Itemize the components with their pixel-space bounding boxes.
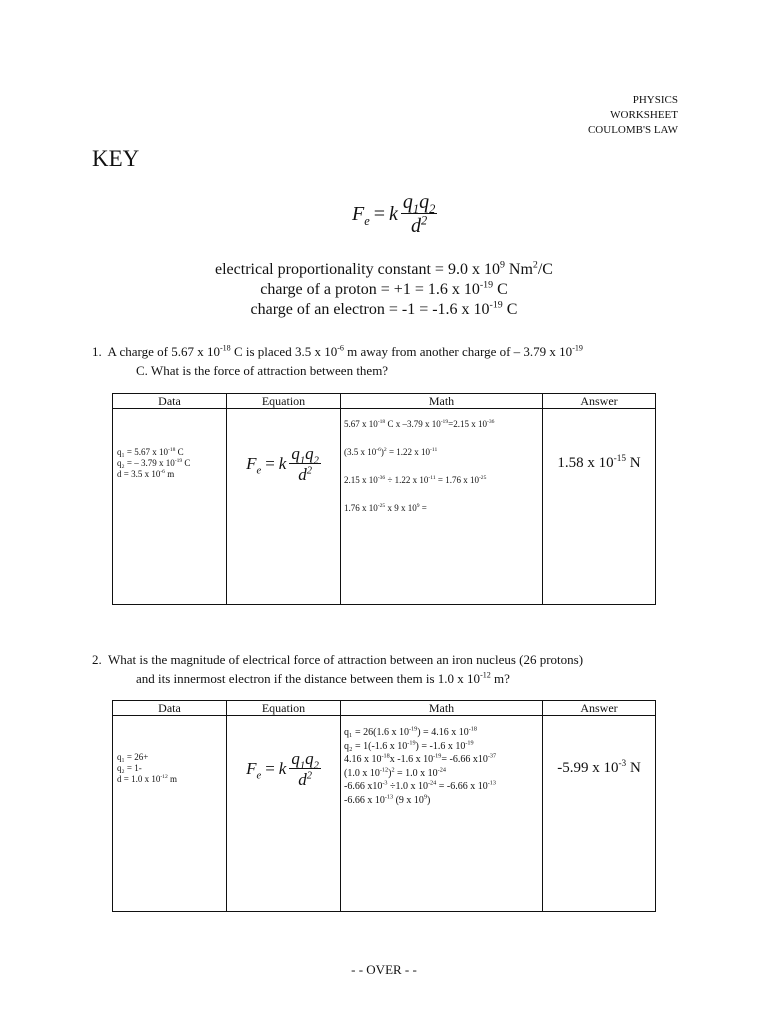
data-cell — [113, 409, 227, 605]
formula-equals: = — [373, 202, 385, 225]
coulomb-formula — [352, 192, 437, 236]
table-header-equation: Equation — [227, 394, 341, 409]
page-footer: - - OVER - - — [351, 962, 417, 977]
answer-value: 1.58 x $10^{-15}$ N — [557, 454, 641, 471]
data-distance: d = 1.0 x $10^{-12}$ m — [117, 774, 178, 784]
header-subject: PHYSICS — [632, 94, 678, 106]
header-doc-type: WORKSHEET — [610, 109, 678, 121]
math-line-4: 1.76 x $10^{-25}$ x 9 x $10^9$ = — [344, 503, 427, 513]
constant-proton: charge of a proton = +1 = 1.6 x $10^{-19}$ C — [260, 279, 508, 298]
math-cell — [341, 716, 543, 912]
key-title: KEY — [92, 146, 140, 171]
table-header-math: Math — [341, 394, 543, 409]
table-header-data: Data — [113, 394, 227, 409]
question-2 — [92, 650, 583, 688]
data-q1: q₁ = 26+ — [117, 752, 149, 762]
equation-cell — [227, 716, 341, 912]
data-q2: q₂ = – 3.79 x $10^{-19}$ C — [117, 458, 191, 468]
answer-value: -5.99 x $10^{-3}$ N — [557, 759, 641, 776]
math-line-2: (3.5 x $10^{-6})^2 = 1.22$ x $10^{-11}$ — [344, 447, 438, 457]
constants-block — [0, 260, 768, 320]
answer-cell — [543, 409, 656, 605]
question-2-table — [112, 700, 656, 912]
formula-fraction — [401, 192, 437, 236]
data-cell — [113, 716, 227, 912]
question-1 — [92, 342, 583, 380]
formula-denominator: $d^2$ — [410, 213, 428, 237]
table-header-equation: Equation — [227, 701, 341, 716]
table-formula: $F_e$ = k $\frac{q_1q_2}{d^2}$ — [246, 748, 319, 789]
formula-numerator: $q_1q_2$ — [402, 191, 436, 216]
header-topic: COULOMB'S LAW — [587, 124, 678, 136]
data-distance: d = 3.5 x $10^{-6}$ m — [117, 469, 175, 479]
question-1-line-2: C. What is the force of attraction between them? — [136, 363, 389, 378]
table-header-answer: Answer — [543, 394, 656, 409]
math-line-1: 5.67 x $10^{-18}$ C x –3.79 x $10^{-19}=2.15$ x $10^{-36}$ — [344, 419, 495, 429]
math-line-2: q₂ = 1(-1.6 x $10^{-19}) = -1.6$ x $10^{-19}$ — [344, 739, 474, 752]
answer-cell — [543, 716, 656, 912]
table-formula: $F_e$ = k $\frac{q_1q_2}{d^2}$ — [246, 443, 319, 484]
math-line-3: 4.16 x $10^{-18}x$ -1.6 x $10^{-19}= -6.66$ $x10^{-37}$ — [344, 752, 497, 765]
equation-cell — [227, 409, 341, 605]
math-line-6: -6.66 x $10^{-13}$ (9 x $10^9$) — [344, 793, 431, 806]
math-cell — [341, 409, 543, 605]
question-2-line-1: 2. What is the magnitude of electrical force of attraction between an iron nucleus (26 protons) — [92, 652, 584, 667]
worksheet-header — [588, 93, 678, 138]
math-line-4: (1.0 x $10^{-12})^2 = 1.0$ x $10^{-24}$ — [344, 766, 446, 779]
formula-k: k — [389, 202, 398, 225]
data-q2: q₂ = 1- — [117, 763, 142, 773]
table-header-answer: Answer — [543, 701, 656, 716]
question-2-line-2: and its innermost electron if the distance between them is 1.0 x $10^{-12}$ m? — [136, 670, 510, 686]
question-1-line-1: 1. A charge of 5.67 x $10^{-18}$ C is placed 3.5 x $10^{-6}$ m away from another charge of – 3.79 x $10^{-19}$ — [92, 343, 583, 359]
table-header-math: Math — [341, 701, 543, 716]
table-header-data: Data — [113, 701, 227, 716]
constant-electron: charge of an electron = -1 = -1.6 x $10^{-19}$ C — [250, 299, 518, 318]
formula-lhs: $F_e$ — [352, 202, 370, 228]
math-line-1: q₁ = 26(1.6 x $10^{-19}) = 4.16$ x $10^{-18}$ — [344, 725, 477, 738]
data-q1: q₁ = 5.67 x $10^{-18}$ C — [117, 447, 184, 457]
math-line-5: -6.66 $x10^{-3} \div 1.0$ x $10^{-24} = -6.66$ x $10^{-13}$ — [344, 779, 496, 792]
math-line-3: 2.15 x $10^{-36} \div 1.22$ x $10^{-11} = 1.76$ x $10^{-25}$ — [344, 475, 487, 485]
question-1-table — [112, 393, 656, 605]
constant-k: electrical proportionality constant = 9.0 x $10^9$ Nm$^2$/C — [215, 259, 553, 278]
